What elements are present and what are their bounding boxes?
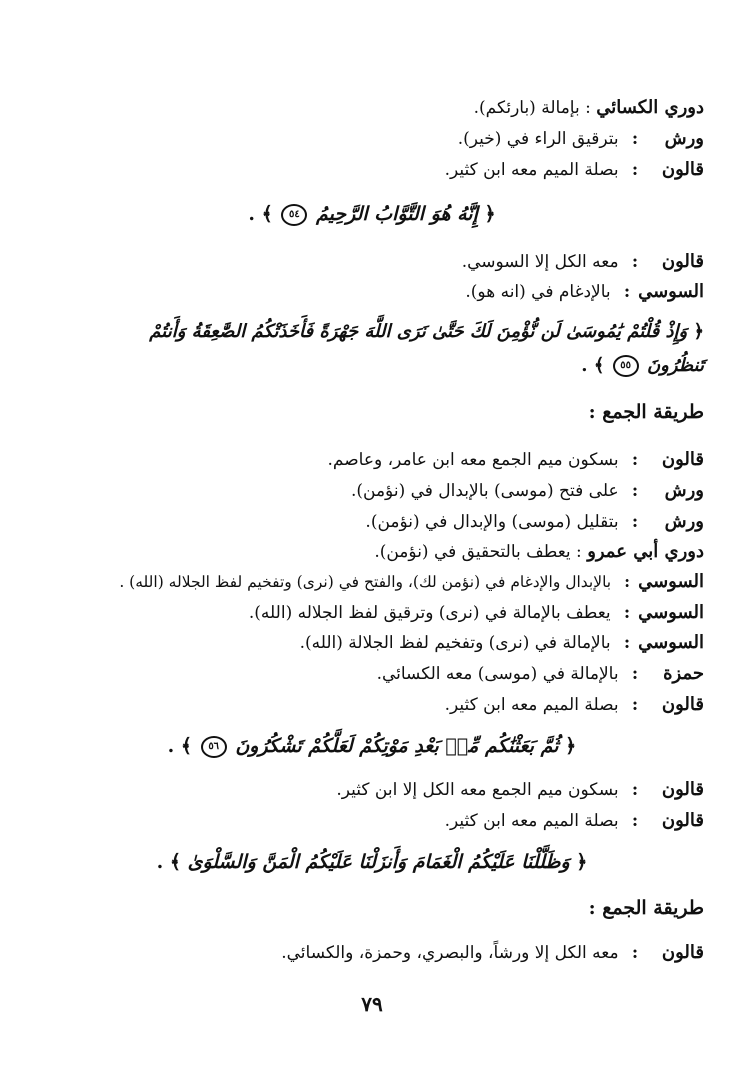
separator-colon: : (623, 633, 631, 653)
reader-name: دوري الكسائي (596, 97, 704, 118)
reading-description: : بإمالة (بارئكم). (473, 98, 591, 118)
reading-description: بالإمالة في (موسى) معه الكسائي. (376, 664, 619, 684)
reading-description: بصلة الميم معه ابن كثير. (444, 695, 619, 715)
line-hamza (40, 662, 704, 686)
reader-name: السوسي (638, 281, 704, 302)
verse-text: ثُمَّ بَعَثْنَٰكُم مِّنۢ بَعْدِ مَوْتِكُمْ لَعَلَّكُمْ تَشْكُرُونَ (235, 735, 559, 757)
line-susi-2 (20, 570, 704, 594)
reader-name: السوسي (638, 632, 704, 653)
verse-56 (60, 734, 684, 758)
reader-name: قالون (661, 159, 704, 180)
reading-description: على فتح (موسى) بالإبدال في (نؤمن). (350, 481, 619, 501)
line-susi-4 (40, 631, 704, 655)
line-warsh-2 (40, 479, 704, 503)
verse-close-bracket: ﴾ (169, 851, 181, 873)
verse-period: . (167, 735, 175, 757)
verse-text: وَإِذْ قُلْتُمْ يَٰمُوسَىٰ لَن نُّؤْمِنَ لَكَ حَتَّىٰ نَرَى اللَّهَ جَهْرَةً فَأَخَذَتْكُمُ الصَّٰعِقَةُ وَأَنتُمْ (149, 321, 688, 342)
reading-description: بالإمالة في (نرى) وتفخيم لفظ الجلالة (الله). (299, 633, 611, 653)
line-susi-1 (40, 280, 704, 304)
separator-colon: : (624, 572, 630, 591)
ayah-number-marker: ٥٦ (201, 736, 227, 758)
reader-name: ورش (664, 480, 704, 501)
reading-description: معه الكل إلا السوسي. (461, 252, 619, 272)
verse-close-bracket: ﴾ (261, 203, 273, 225)
reading-description: : يعطف بالتحقيق في (نؤمن). (374, 542, 582, 562)
separator-colon: : (631, 252, 639, 272)
separator-colon: : (623, 603, 631, 623)
verse-open-bracket: ﴿ (565, 735, 577, 757)
line-warsh-3 (40, 510, 704, 534)
page-number: ٧٩ (361, 992, 383, 1016)
reading-description: بتقليل (موسى) والإبدال في (نؤمن). (365, 512, 619, 532)
reading-description: يعطف بالإمالة في (نرى) وترقيق لفظ الجلاله (الله). (248, 603, 611, 623)
reading-description: بصلة الميم معه ابن كثير. (444, 811, 619, 831)
verse-period: . (581, 355, 588, 376)
reader-name: قالون (661, 810, 704, 831)
verse-period: . (248, 203, 255, 225)
verse-open-bracket: ﴿ (693, 321, 704, 342)
line-doori-abi-amr (40, 540, 704, 564)
reading-description: بسكون ميم الجمع معه الكل إلا ابن كثير. (336, 780, 619, 800)
separator-colon: : (623, 282, 631, 302)
verse-text: تَنظُرُونَ (646, 355, 704, 376)
reader-name: دوري أبي عمرو (587, 541, 704, 562)
ayah-number-marker: ٥٤ (281, 204, 307, 226)
line-qalun-4 (40, 693, 704, 717)
line-qalun-1 (40, 158, 704, 182)
section-heading: طريقة الجمع : (588, 897, 704, 919)
separator-colon: : (631, 512, 639, 532)
verse-55-part1 (30, 320, 704, 344)
verse-text: وَظَلَّلْنَا عَلَيْكُمُ الْغَمَامَ وَأَنزَلْنَا عَلَيْكُمُ الْمَنَّ وَالسَّلْوَىٰ (187, 851, 570, 873)
verse-close-bracket: ﴾ (593, 355, 605, 376)
verse-open-bracket: ﴿ (576, 851, 588, 873)
verse-55-part2 (40, 354, 704, 378)
verse-54 (60, 202, 684, 226)
reader-name: ورش (664, 128, 704, 149)
line-doori-kisai (40, 96, 704, 120)
verse-close-bracket: ﴾ (180, 735, 193, 757)
verse-open-bracket: ﴿ (484, 203, 496, 225)
separator-colon: : (631, 664, 639, 684)
line-qalun-3 (40, 448, 704, 472)
reader-name: قالون (661, 779, 704, 800)
reader-name: قالون (661, 449, 704, 470)
separator-colon: : (631, 160, 639, 180)
reader-name: ورش (664, 511, 704, 532)
reader-name: السوسي (638, 602, 704, 623)
separator-colon: : (631, 129, 639, 149)
verse-text: إِنَّهُ هُوَ التَّوَّابُ الرَّحِيمُ (315, 203, 478, 225)
reader-name: قالون (661, 251, 704, 272)
reading-description: معه الكل إلا ورشاً، والبصري، وحمزة، والكسائي. (281, 943, 619, 963)
line-qalun-5 (40, 778, 704, 802)
reader-name: قالون (661, 942, 704, 963)
separator-colon: : (631, 780, 639, 800)
reader-name: السوسي (638, 571, 704, 592)
verse-period: . (156, 851, 164, 873)
reading-description: بترقيق الراء في (خير). (457, 129, 619, 149)
separator-colon: : (631, 811, 639, 831)
line-qalun-6 (40, 809, 704, 833)
reader-name: حمزة (663, 663, 704, 684)
line-qalun-2 (40, 250, 704, 274)
line-susi-3 (40, 601, 704, 625)
reading-description: بالإدغام في (انه هو). (465, 282, 611, 302)
reading-description: بسكون ميم الجمع معه ابن عامر، وعاصم. (327, 450, 619, 470)
ayah-number-marker: ٥٥ (613, 355, 639, 377)
separator-colon: : (631, 943, 639, 963)
section-heading: طريقة الجمع : (588, 401, 704, 423)
separator-colon: : (631, 450, 639, 470)
line-warsh-1 (40, 127, 704, 151)
reading-description: بصلة الميم معه ابن كثير. (444, 160, 619, 180)
reader-name: قالون (661, 694, 704, 715)
separator-colon: : (631, 695, 639, 715)
line-qalun-7 (40, 941, 704, 965)
verse-57 (60, 850, 684, 874)
reading-description: بالإبدال والإدغام في (نؤمن لك)، والفتح في (نرى) وتفخيم لفظ الجلاله (الله) . (119, 573, 612, 591)
separator-colon: : (631, 481, 639, 501)
